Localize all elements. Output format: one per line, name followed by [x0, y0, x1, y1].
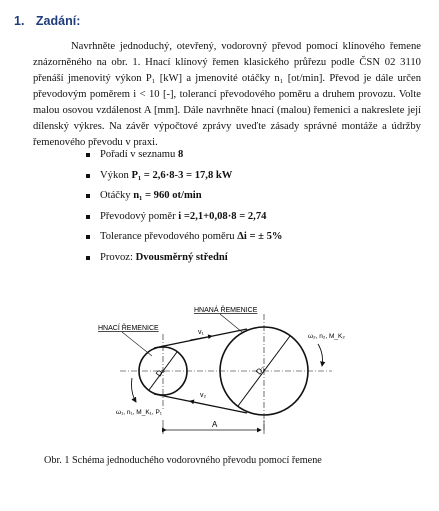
- parameter-list: [86, 147, 283, 270]
- item-label: Tolerance převodového poměru: [100, 231, 238, 242]
- paragraph-line: Navrhněte jednoduchý, otevřený, vodorovný převod pomocí klínového: [71, 41, 386, 52]
- large-rotation-arrow: [318, 344, 323, 366]
- item-value: Δi = ± 5%: [237, 231, 283, 242]
- paragraph-line: řemene znázorněného na obr. 1. Hnací klínový řemen klasického průřezu podle ČSN: [33, 41, 421, 68]
- paragraph-line: řemenici a nakreslete její dílenský výkres. Na závěr výpočtové zprávy uveďte zásady: [33, 105, 421, 132]
- list-item: [86, 188, 283, 209]
- item-value: P₁ = 2,6·8-3 = 17,8 kW: [131, 169, 233, 181]
- driven-leader-line: [220, 314, 242, 332]
- small-diameter-label: D₁: [154, 366, 167, 379]
- driven-pulley-label: HNANÁ ŘEMENICE: [194, 307, 258, 314]
- v2-label: v₂: [200, 392, 207, 399]
- list-item: [86, 147, 283, 168]
- item-label: Pořadí v seznamu: [100, 149, 178, 160]
- belt-drive-diagram: [70, 294, 360, 442]
- bullet-icon: [86, 215, 90, 219]
- paragraph-line: provozu. Volte malou osovou vzdálenost A [mm]. Dále navrhněte hnací (malou): [33, 89, 421, 116]
- large-diameter-label: D₂: [254, 363, 267, 377]
- driving-leader-line: [122, 332, 152, 356]
- section-heading: [14, 14, 80, 28]
- bullet-icon: [86, 256, 90, 260]
- small-pulley-params: ω₁, n₁, M_K₁, P₁: [116, 409, 162, 416]
- item-label: Provoz:: [100, 251, 136, 263]
- section-number: 1.: [14, 14, 25, 28]
- driving-pulley-label: HNACÍ ŘEMENICE: [98, 325, 159, 332]
- v2-arrow: [190, 401, 212, 406]
- list-item: [86, 250, 283, 271]
- item-value: Dvousměrný střední: [135, 251, 228, 263]
- item-value: 8: [177, 149, 184, 160]
- item-label: Převodový poměr: [100, 210, 179, 222]
- item-label: Výkon: [100, 169, 132, 181]
- v1-label: v₁: [198, 329, 204, 336]
- section-title: Zadání:: [35, 14, 81, 28]
- assignment-paragraph: [33, 39, 421, 151]
- distance-label: A: [212, 420, 218, 429]
- paragraph-line: 02 3110 přenáší jmenovitý výkon P₁ [kW] a jmenovité otáčky n₁ [ot/min]. Převod je: [33, 57, 421, 84]
- v1-arrow: [190, 336, 212, 340]
- figure-caption: Obr. 1 Schéma jednoduchého vodorovného převodu pomocí řemene: [44, 455, 322, 466]
- bullet-icon: [86, 174, 90, 178]
- small-rotation-arrow: [132, 378, 137, 402]
- list-item: [86, 209, 283, 230]
- large-pulley-params: ω₂, n₂, M_K₂: [308, 333, 345, 340]
- paragraph-line: dále určen převodovým poměrem i < 10 [-], tolerancí převodového poměru a druhem: [33, 73, 421, 100]
- list-item: [86, 168, 283, 189]
- item-label: Otáčky: [100, 190, 134, 201]
- item-value: i =2,1+0,08·8 = 2,74: [178, 210, 267, 222]
- item-value: n₁ = 960 ot/min: [133, 190, 202, 201]
- paragraph-line: správné montáže a údržby řemenového převodu v praxi.: [33, 121, 421, 148]
- bullet-icon: [86, 194, 90, 198]
- bullet-icon: [86, 153, 90, 157]
- list-item: [86, 229, 283, 250]
- bullet-icon: [86, 235, 90, 239]
